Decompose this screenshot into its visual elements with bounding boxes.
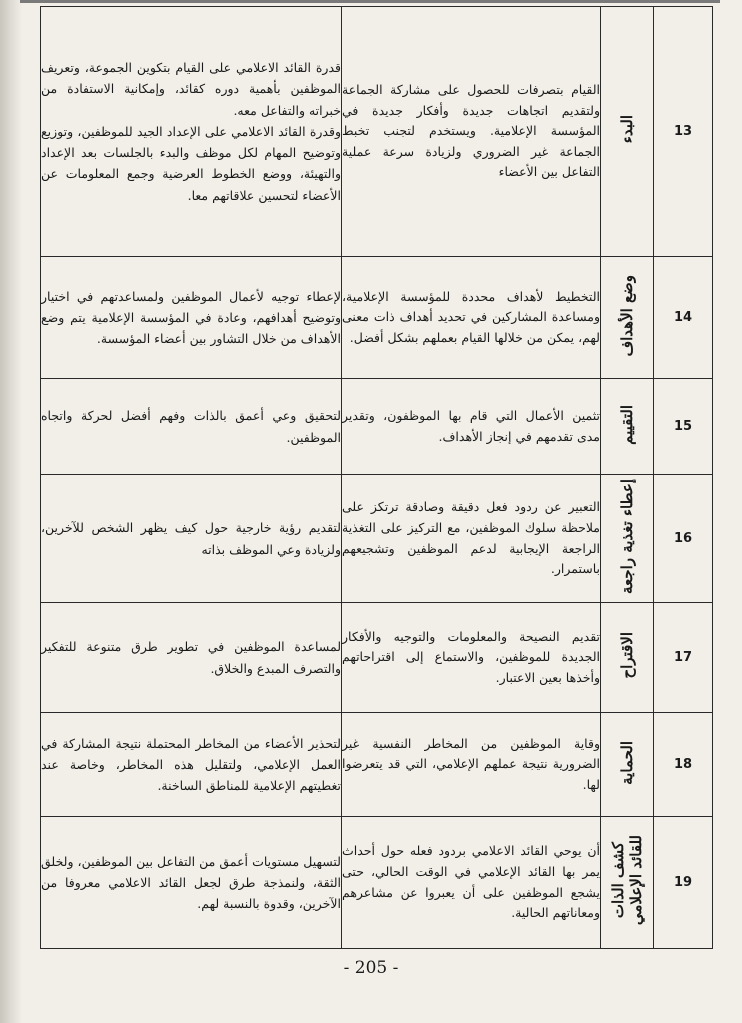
- table-row: [41, 603, 713, 713]
- purpose-paragraph: وقدرة القائد الاعلامي على الإعداد الجيد للموظفين، وتوزيع وتوضيح المهام لكل موظف والبدء بالجلسات بعد الإعداد والتهيئة، ووضع الخطوط العرضية وجمع المعلومات عن الأعضاء لتحسين علاقاتهم معا.: [41, 123, 341, 203]
- table-row: [41, 713, 713, 817]
- purpose-paragraph: لتسهيل مستويات أعمق من التفاعل بين الموظفين، ولخلق الثقة، ولنمذجة طرق لجعل القائد الاعلامي معروفا من الآخرين، وقدوة بالنسبة لهم.: [41, 853, 341, 912]
- row-number: 16: [654, 475, 713, 603]
- purpose-cell: [41, 603, 342, 713]
- row-number: 14: [654, 257, 713, 379]
- purpose-cell: [41, 713, 342, 817]
- row-number: 18: [654, 713, 713, 817]
- leadership-skills-table: [40, 6, 713, 949]
- stage-cell: [601, 603, 654, 713]
- stage-label: البدء: [618, 115, 636, 144]
- page-gutter-shadow: [0, 0, 22, 1023]
- behavior-description: تقديم النصيحة والمعلومات والتوجيه والأفكار الجديدة للموظفين، والاستماع إلى اقتراحاتهم وأخذها بعين الاعتبار.: [342, 603, 601, 713]
- purpose-cell: [41, 379, 342, 475]
- stage-label: كشف الذات للقائد الإعلامي: [609, 835, 645, 926]
- purpose-cell: [41, 475, 342, 603]
- behavior-description: التعبير عن ردود فعل دقيقة وصادقة ترتكز على ملاحظة سلوك الموظفين، مع التركيز على التغذية الراجعة الإيجابية لدعم الموظفين وتشجيعهم باستمرار.: [342, 475, 601, 603]
- table-row: [41, 257, 713, 379]
- table-row: [41, 475, 713, 603]
- stage-label: إعطاء تغذية راجعة: [618, 479, 636, 594]
- table-row: [41, 817, 713, 949]
- stage-label: وضع الأهداف: [618, 274, 636, 357]
- behavior-description: تثمين الأعمال التي قام بها الموظفون، وتقدير مدى تقدمهم في إنجاز الأهداف.: [342, 379, 601, 475]
- stage-cell: [601, 379, 654, 475]
- row-number: 19: [654, 817, 713, 949]
- stage-cell: [601, 817, 654, 949]
- purpose-cell: [41, 817, 342, 949]
- stage-cell: [601, 713, 654, 817]
- behavior-description: أن يوحي القائد الاعلامي بردود فعله حول أحداث يمر بها القائد الإعلامي في الوقت الحالي، حتى يشجع الموظفين على أن يعبروا عن مشاعرهم ومعاناتهم الحالية.: [342, 817, 601, 949]
- table-row: [41, 7, 713, 257]
- purpose-paragraph: لإعطاء توجيه لأعمال الموظفين ولمساعدتهم في اختيار وتوضيح أهدافهم، وعادة في المؤسسة الإعلامية يتم وضع الأهداف من خلال التشاور بين أعضاء المؤسسة.: [41, 288, 341, 347]
- behavior-description: القيام بتصرفات للحصول على مشاركة الجماعة ولتقديم اتجاهات جديدة وأفكار جديدة في المؤسسة الإعلامية. ويستخدم لتجنب تخبط الجماعة غير الضروري ولزيادة سرعة عملية التفاعل بين الأعضاء: [342, 7, 601, 257]
- stage-cell: [601, 7, 654, 257]
- row-number: 17: [654, 603, 713, 713]
- purpose-paragraph: لتحقيق وعي أعمق بالذات وفهم أفضل لحركة واتجاه الموظفين.: [41, 408, 341, 445]
- purpose-paragraph: لتحذير الأعضاء من المخاطر المحتملة نتيجة المشاركة في العمل الإعلامي، ولتقليل هذه المخاطر، وخاصة عند تغطيتهم الإعلامية للمناطق الساخنة.: [41, 735, 341, 794]
- top-rule: [20, 0, 720, 3]
- purpose-cell: [41, 257, 342, 379]
- table-row: [41, 379, 713, 475]
- purpose-paragraph: قدرة القائد الاعلامي على القيام بتكوين الجموعة، وتعريف الموظفين بأهمية دوره كقائد، وإمكانية الاستفادة من خبراته والتفاعل معه.: [41, 60, 341, 118]
- page-number: - 205 -: [343, 958, 399, 978]
- purpose-paragraph: لتقديم رؤية خارجية حول كيف يظهر الشخص للآخرين، ولزيادة وعي الموظف بذاته: [41, 520, 341, 557]
- stage-cell: [601, 257, 654, 379]
- purpose-cell: [41, 7, 342, 257]
- behavior-description: التخطيط لأهداف محددة للمؤسسة الإعلامية، ومساعدة المشاركين في تحديد أهداف ذات معنى لهم، يمكن من خلالها القيام بعملهم بشكل أفضل.: [342, 257, 601, 379]
- stage-label: الاقتراح: [618, 632, 636, 679]
- purpose-paragraph: لمساعدة الموظفين في تطوير طرق متنوعة للتفكير والتصرف المبدع والخلاق.: [41, 639, 341, 676]
- stage-label: الحماية: [618, 740, 636, 785]
- behavior-description: وقاية الموظفين من المخاطر النفسية غير الضرورية نتيجة عملهم الإعلامي، التي قد يتعرضوا لها.: [342, 713, 601, 817]
- row-number: 15: [654, 379, 713, 475]
- row-number: 13: [654, 7, 713, 257]
- stage-label: التقييم: [618, 404, 636, 445]
- stage-cell: [601, 475, 654, 603]
